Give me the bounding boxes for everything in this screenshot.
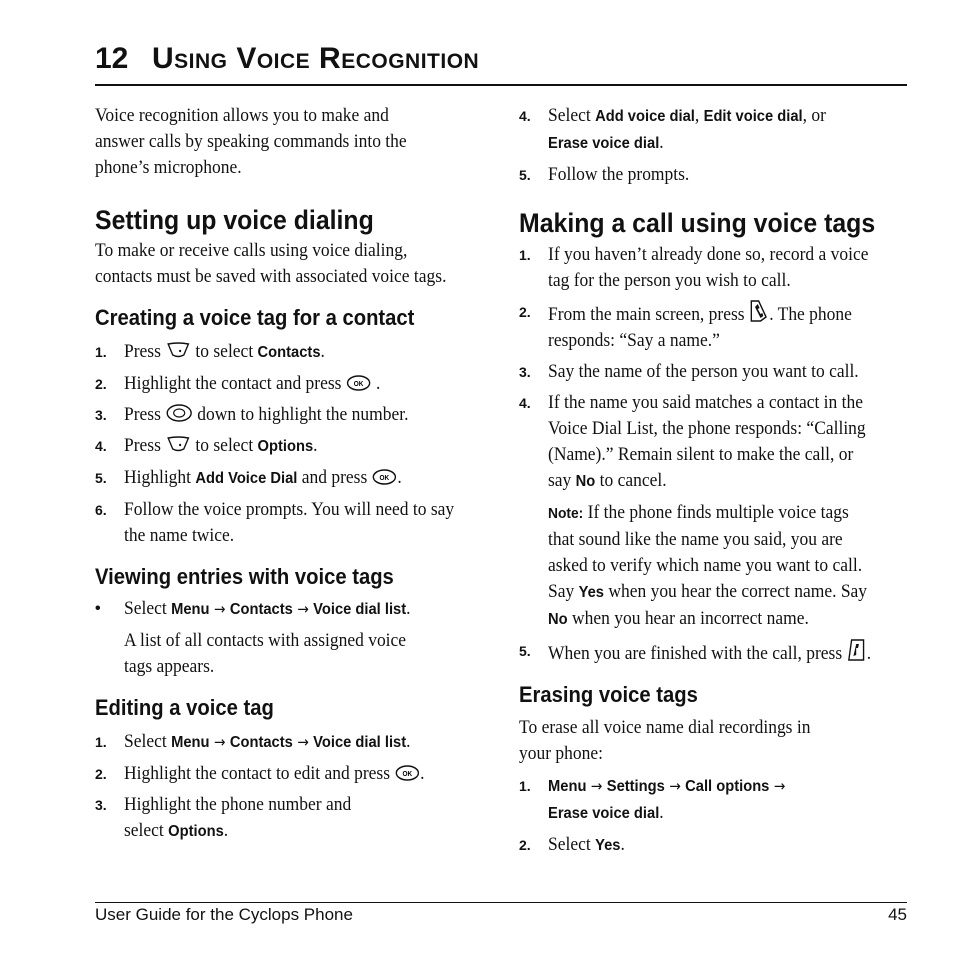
footer-title: User Guide for the Cyclops Phone [95, 905, 353, 924]
create-step-2: 2. Highlight the contact and press OK . [95, 373, 381, 394]
left-column [95, 103, 485, 845]
create-step-1: 1. Press to select Contacts. [95, 341, 325, 362]
create-step-6: 6. Follow the voice prompts. You will need to say the name twice. [95, 499, 455, 546]
intro-line-1: Voice recognition allows you to make and [95, 105, 389, 126]
page-footer [95, 902, 907, 924]
right-column [519, 103, 909, 859]
heading-setting-up: Setting up voice dialing [95, 205, 374, 235]
chapter-title: Using Voice Recognition [152, 42, 480, 75]
erase-step-2: 2. Select Yes. [519, 834, 625, 855]
making-step-4: 4. If the name you said matches a contact in the Voice Dial List, the phone responds: “Calling (Name).” Remain silent to make the call, or say No to cancel. [519, 392, 866, 491]
page-number: 45 [888, 905, 907, 924]
left-softkey-icon [165, 340, 191, 360]
create-step-4: 4. Press to select Options. [95, 435, 318, 456]
end-key-icon [847, 638, 867, 662]
making-note: Note: If the phone finds multiple voice tags that sound like the name you said, you are asked to verify which name you want to call. Say Yes when you hear the correct name. Say No when you hear an incorrect name. [548, 502, 868, 629]
view-list [95, 596, 485, 680]
svg-text:OK: OK [379, 474, 390, 483]
svg-text:OK: OK [353, 380, 364, 389]
chapter-number: 12 [95, 42, 129, 75]
nav-key-icon [165, 403, 193, 423]
heading-erasing: Erasing voice tags [519, 682, 698, 707]
ok-key-icon [372, 466, 398, 486]
erase-line-1: To erase all voice name dial recordings in [519, 717, 811, 738]
intro-line-2: answer calls by speaking commands into the [95, 131, 407, 152]
edit-steps [95, 729, 485, 845]
create-step-3: 3. Press down to highlight the number. [95, 404, 409, 425]
create-step-5: 5. Highlight Add Voice Dial and press OK . [95, 467, 402, 488]
ok-key-icon [394, 762, 420, 782]
erase-step-1: 1. Menu → Settings → Call options → Erase voice dial. [519, 777, 786, 823]
create-steps [95, 339, 485, 549]
heading-viewing: Viewing entries with voice tags [95, 564, 394, 589]
ok-key-icon [346, 372, 372, 392]
making-steps [519, 242, 909, 667]
svg-text:OK: OK [402, 770, 413, 779]
making-step-2: 2. From the main screen, press . The phone responds: “Say a name.” [519, 299, 909, 354]
heading-editing: Editing a voice tag [95, 695, 274, 720]
send-key-icon [749, 299, 769, 323]
edit-step-4: 4. Select Add voice dial, Edit voice dial, or Erase voice dial. [519, 105, 826, 153]
making-step-1: 1. If you haven’t already done so, record a voice tag for the person you wish to call. [519, 244, 869, 291]
making-step-5: 5. When you are finished with the call, press . [519, 638, 909, 667]
erase-line-2: your phone: [519, 743, 603, 764]
setup-line-1: To make or receive calls using voice dialing, [95, 240, 408, 261]
edit-step-2: 2. Highlight the contact to edit and press OK . [95, 763, 425, 784]
heading-making-call: Making a call using voice tags [519, 208, 876, 238]
setup-line-2: contacts must be saved with associated voice tags. [95, 266, 447, 287]
making-step-3: 3. Say the name of the person you want to call. [519, 361, 859, 382]
edit-step-5: 5. Follow the prompts. [519, 164, 690, 185]
view-bullet: • Select Menu → Contacts → Voice dial list. [95, 598, 411, 619]
edit-step-1: 1. Select Menu → Contacts → Voice dial list. [95, 731, 411, 752]
edit-step-3: 3. Highlight the phone number and select Options. [95, 794, 352, 841]
heading-creating: Creating a voice tag for a contact [95, 305, 415, 330]
erase-steps [519, 773, 909, 859]
chapter-heading [95, 40, 907, 86]
right-softkey-icon [165, 434, 191, 454]
edit-steps-continued [519, 103, 909, 188]
view-description: A list of all contacts with assigned voice tags appears. [124, 630, 407, 677]
intro-line-3: phone’s microphone. [95, 157, 242, 178]
